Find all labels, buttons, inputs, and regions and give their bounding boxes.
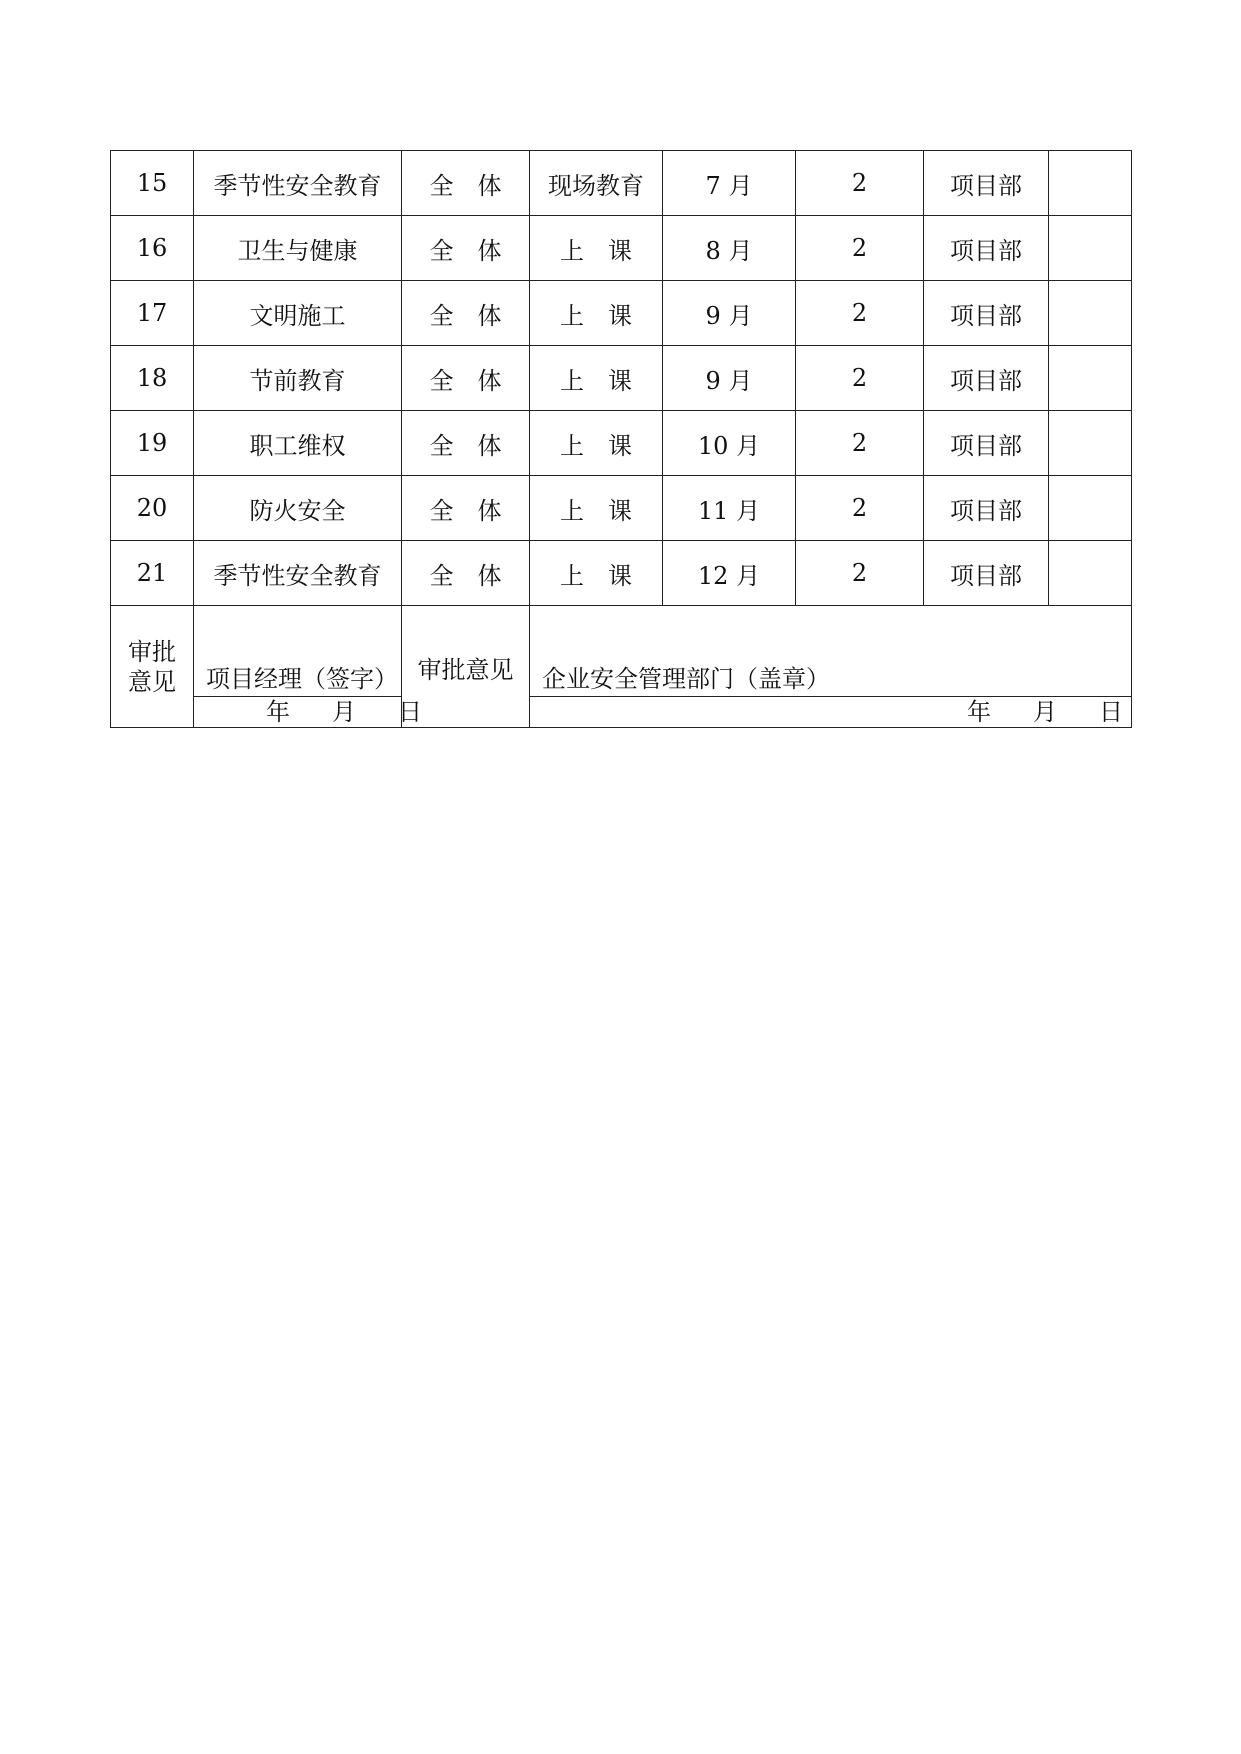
training-target-cell: 全 体 — [402, 346, 530, 411]
organizer-dept-cell: 项目部 — [924, 151, 1049, 216]
organizer-dept-cell: 项目部 — [924, 411, 1049, 476]
dept-date-year: 年 — [967, 698, 991, 726]
remark-cell — [1049, 411, 1132, 476]
manager-date-month: 月 — [332, 698, 356, 726]
table-row — [111, 541, 1132, 606]
training-target-cell: 全 体 — [402, 216, 530, 281]
training-target-cell: 全 体 — [402, 476, 530, 541]
table-row — [111, 411, 1132, 476]
row-number-cell: 20 — [111, 476, 194, 541]
table-row — [111, 281, 1132, 346]
training-time-cell: 12 月 — [663, 541, 796, 606]
training-time-cell: 10 月 — [663, 411, 796, 476]
training-method-cell: 上 课 — [530, 476, 663, 541]
organizer-dept-cell: 项目部 — [924, 476, 1049, 541]
manager-sign-cell — [194, 606, 422, 728]
table-body — [111, 151, 1132, 728]
approval-label-cell — [111, 606, 194, 728]
row-number-cell: 19 — [111, 411, 194, 476]
approval-row — [111, 606, 1132, 728]
table-row — [111, 151, 1132, 216]
dept-date-day: 日 — [1099, 698, 1123, 726]
training-target-cell: 全 体 — [402, 281, 530, 346]
row-number-cell: 18 — [111, 346, 194, 411]
training-plan-table — [110, 150, 1132, 728]
row-number-cell: 16 — [111, 216, 194, 281]
remark-cell — [1049, 216, 1132, 281]
manager-date-year: 年 — [266, 698, 290, 726]
training-content-cell: 卫生与健康 — [194, 216, 402, 281]
training-method-cell: 上 课 — [530, 541, 663, 606]
training-hours-cell: 2 — [796, 216, 924, 281]
training-hours-cell: 2 — [796, 541, 924, 606]
training-time-cell: 9 月 — [663, 281, 796, 346]
table-row — [111, 346, 1132, 411]
row-number-cell: 15 — [111, 151, 194, 216]
training-method-cell: 上 课 — [530, 216, 663, 281]
training-hours-cell: 2 — [796, 281, 924, 346]
training-hours-cell: 2 — [796, 346, 924, 411]
row-number-cell: 17 — [111, 281, 194, 346]
dept-date — [530, 697, 1131, 727]
training-content-cell: 节前教育 — [194, 346, 402, 411]
training-content-cell: 职工维权 — [194, 411, 402, 476]
dept-seal-cell — [530, 606, 1132, 728]
training-method-cell: 现场教育 — [530, 151, 663, 216]
manager-sign-label: 项目经理（签字） — [206, 665, 398, 693]
dept-date-month: 月 — [1033, 698, 1057, 726]
organizer-dept-cell: 项目部 — [924, 216, 1049, 281]
remark-cell — [1049, 281, 1132, 346]
training-method-cell: 上 课 — [530, 346, 663, 411]
training-method-cell: 上 课 — [530, 411, 663, 476]
manager-date-day: 日 — [398, 698, 422, 726]
approval-opinion-label: 审批意见 — [402, 606, 530, 728]
training-hours-cell: 2 — [796, 411, 924, 476]
training-time-cell: 7 月 — [663, 151, 796, 216]
training-time-cell: 11 月 — [663, 476, 796, 541]
remark-cell — [1049, 476, 1132, 541]
dept-seal-label: 企业安全管理部门（盖章） — [542, 665, 830, 693]
organizer-dept-cell: 项目部 — [924, 346, 1049, 411]
training-content-cell: 季节性安全教育 — [194, 151, 402, 216]
training-hours-cell: 2 — [796, 151, 924, 216]
training-time-cell: 8 月 — [663, 216, 796, 281]
training-target-cell: 全 体 — [402, 541, 530, 606]
training-target-cell: 全 体 — [402, 411, 530, 476]
training-hours-cell: 2 — [796, 476, 924, 541]
remark-cell — [1049, 346, 1132, 411]
remark-cell — [1049, 541, 1132, 606]
approval-label-line2: 意见 — [128, 667, 176, 696]
organizer-dept-cell: 项目部 — [924, 541, 1049, 606]
remark-cell — [1049, 151, 1132, 216]
row-number-cell: 21 — [111, 541, 194, 606]
training-content-cell: 季节性安全教育 — [194, 541, 402, 606]
training-time-cell: 9 月 — [663, 346, 796, 411]
table-row — [111, 216, 1132, 281]
training-content-cell: 防火安全 — [194, 476, 402, 541]
manager-date — [194, 697, 422, 727]
training-target-cell: 全 体 — [402, 151, 530, 216]
training-method-cell: 上 课 — [530, 281, 663, 346]
approval-label-line1: 审批 — [128, 637, 176, 666]
table-row — [111, 476, 1132, 541]
organizer-dept-cell: 项目部 — [924, 281, 1049, 346]
training-content-cell: 文明施工 — [194, 281, 402, 346]
